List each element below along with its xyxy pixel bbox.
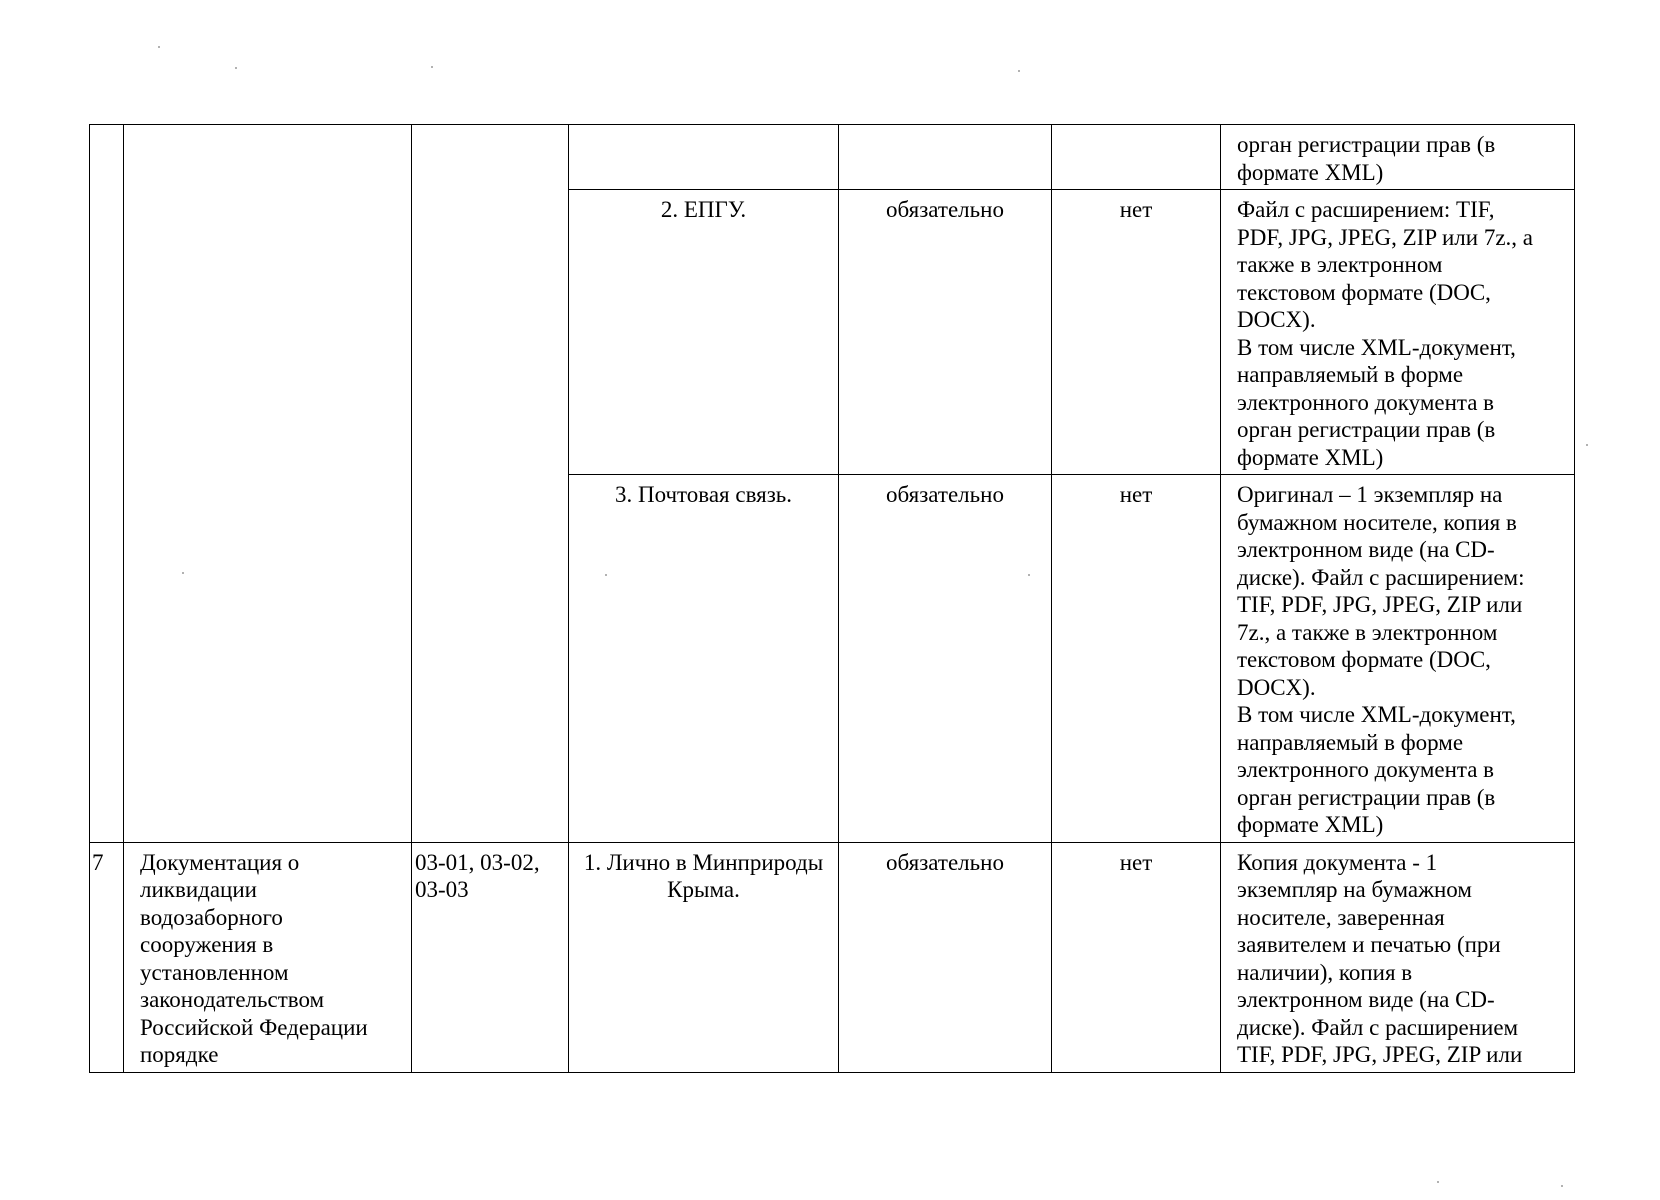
code: 03-02, (480, 849, 540, 875)
delivery-method-cell (569, 842, 839, 1072)
name-word: сооружения (140, 932, 257, 957)
table-row (90, 125, 1575, 190)
required-text (839, 125, 1051, 134)
delivery-method-text (569, 125, 838, 134)
name-line: законодательством (140, 987, 325, 1012)
name-word: в (262, 932, 274, 957)
name-line: установленном (140, 959, 289, 985)
format-cell (1221, 125, 1575, 190)
required-cell (839, 842, 1052, 1072)
format-cell (1221, 190, 1575, 475)
document-name-cell (124, 842, 412, 1072)
format-cell (1221, 475, 1575, 843)
name-line (140, 849, 403, 877)
fee-cell (1052, 190, 1221, 475)
name-line: ликвидации (140, 877, 257, 902)
delivery-method-text: 2. ЕПГУ. (660, 197, 747, 222)
fee-cell (1052, 475, 1221, 843)
required-text: обязательно (886, 849, 1004, 875)
format-text: орган регистрации прав (в формате XML) (1237, 132, 1496, 185)
required-cell (839, 125, 1052, 190)
required-cell (839, 190, 1052, 475)
document-codes (412, 843, 568, 907)
code: 03-01, (415, 849, 475, 875)
delivery-method-cell (569, 475, 839, 843)
fee-text (1052, 125, 1220, 134)
required-text: обязательно (886, 197, 1004, 222)
number-cell (90, 842, 124, 1072)
number-cell (90, 125, 124, 843)
scan-speck (1561, 1185, 1563, 1187)
delivery-method-text: 3. Почтовая связь. (614, 482, 793, 507)
scan-speck (431, 66, 433, 68)
fee-text: нет (1119, 197, 1153, 222)
row-number: 7 (92, 849, 104, 875)
document-name (124, 843, 411, 1072)
name-line: порядке (140, 1042, 219, 1067)
format-text: Файл с расширением: TIF, PDF, JPG, JPEG, ZIP или 7z., а также в электронном текстовом формате (DOC, DOCX). В том числе XML-документ, направляемый в форме электронного документа в орган регистрации прав (в формате XML) (1237, 197, 1534, 470)
name-word: Федерации (259, 1014, 368, 1040)
required-cell (839, 475, 1052, 843)
delivery-method-cell (569, 125, 839, 190)
name-word: Российской (140, 1014, 254, 1040)
delivery-method-text: 1. Лично в Минприроды Крыма. (583, 849, 824, 902)
name-line (140, 1014, 403, 1042)
code-line: 03-03 (415, 877, 469, 902)
fee-text: нет (1119, 482, 1153, 507)
documents-table (89, 124, 1575, 1073)
fee-cell (1052, 125, 1221, 190)
name-line: водозаборного (140, 904, 283, 930)
format-cell (1221, 842, 1575, 1072)
delivery-method-cell (569, 190, 839, 475)
scan-speck (1018, 70, 1020, 72)
name-line (140, 931, 403, 959)
table-row (90, 842, 1575, 1072)
format-text: Копия документа - 1 экземпляр на бумажном носителе, заверенная заявителем и печатью (при наличии), копия в электронном виде (на CD- диске). Файл с расширением TIF, PDF, JPG, JPEG, ZIP или (1237, 849, 1523, 1067)
codes-cell (412, 125, 569, 843)
codes-cell (412, 842, 569, 1072)
code-line (415, 849, 565, 877)
scan-speck (158, 46, 160, 48)
required-text: обязательно (886, 482, 1004, 507)
document-name-cell (124, 125, 412, 843)
name-word: о (287, 849, 300, 875)
scan-speck (235, 67, 237, 69)
name-word: Документация (140, 849, 283, 875)
fee-text: нет (1119, 849, 1153, 875)
scan-speck (1437, 1181, 1439, 1183)
fee-cell (1052, 842, 1221, 1072)
format-text: Оригинал – 1 экземпляр на бумажном носителе, копия в электронном виде (на CD- диске). Файл с расширением: TIF, PDF, JPG, JPEG, ZIP или 7z., а также в электронном текстовом формате (DOC, DOCX). В том числе XML-документ, направляемый в форме электронного документа в орган регистрации прав (в формате XML) (1237, 482, 1525, 837)
scan-speck (1586, 444, 1588, 446)
